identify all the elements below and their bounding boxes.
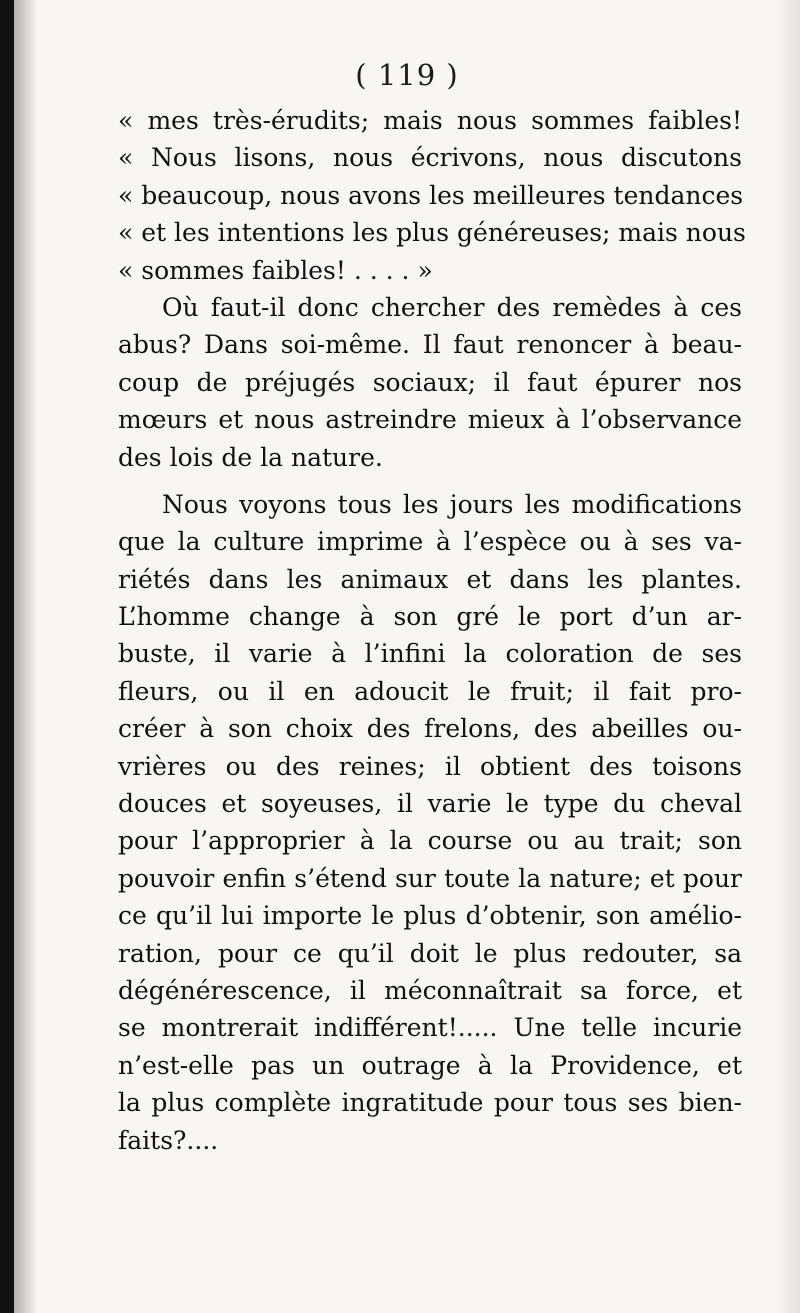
text-line: buste, il varie à l’infini la coloration de ses: [118, 639, 742, 669]
text-line: se montrerait indifférent!..... Une telle incurie: [118, 1013, 742, 1043]
text-line: des lois de la nature.: [118, 442, 383, 472]
text-line: riétés dans les animaux et dans les plantes.: [118, 564, 742, 594]
paragraph-quote: [118, 102, 746, 289]
text-line: que la culture imprime à l’espèce ou à ses va-: [118, 527, 742, 557]
text-line: mœurs et nous astreindre mieux à l’observance: [118, 405, 742, 435]
text-line: Où faut-il donc chercher des remèdes à ces: [162, 292, 742, 322]
text-line: douces et soyeuses, il varie le type du cheval: [118, 789, 742, 819]
text-line: vrières ou des reines; il obtient des toisons: [118, 751, 742, 781]
text-line: « sommes faibles! . . . . »: [118, 255, 433, 285]
text-line: la plus complète ingratitude pour tous ses bien-: [118, 1088, 742, 1118]
text-line: pouvoir enfin s’étend sur toute la nature; et pour: [118, 863, 742, 893]
page-number: ( 119 ): [355, 58, 459, 92]
text-line: « mes très-érudits; mais nous sommes faibles!: [118, 106, 742, 135]
text-line: « beaucoup, nous avons les meilleures tendances: [118, 180, 744, 210]
text-line: « et les intentions les plus généreuses; mais nous: [118, 218, 746, 248]
text-line: faits?....: [118, 1125, 219, 1155]
text-line: ce qu’il lui importe le plus d’obtenir, son amélio-: [118, 901, 742, 931]
text-line: abus? Dans soi-même. Il faut renoncer à beau-: [118, 330, 742, 360]
text-line: « Nous lisons, nous écrivons, nous discutons: [118, 143, 742, 173]
page-text: [118, 102, 746, 1159]
text-line: pour l’approprier à la course ou au trait; son: [118, 826, 742, 856]
text-line: ration, pour ce qu’il doit le plus redouter, sa: [118, 938, 742, 968]
text-line: fleurs, ou il en adoucit le fruit; il fait pro-: [118, 676, 742, 706]
text-line: coup de préjugés sociaux; il faut épurer nos: [118, 367, 742, 397]
text-line: dégénérescence, il méconnaîtrait sa force, et: [118, 975, 742, 1005]
text-line: L’homme change à son gré le port d’un ar-: [118, 602, 742, 632]
paragraph-culture: [118, 486, 742, 1159]
text-line: n’est-elle pas un outrage à la Providence, et: [118, 1050, 742, 1080]
text-line: Nous voyons tous les jours les modifications: [162, 489, 742, 519]
text-line: créer à son choix des frelons, des abeilles ou-: [118, 714, 742, 744]
paragraph-remedies: [118, 289, 742, 476]
